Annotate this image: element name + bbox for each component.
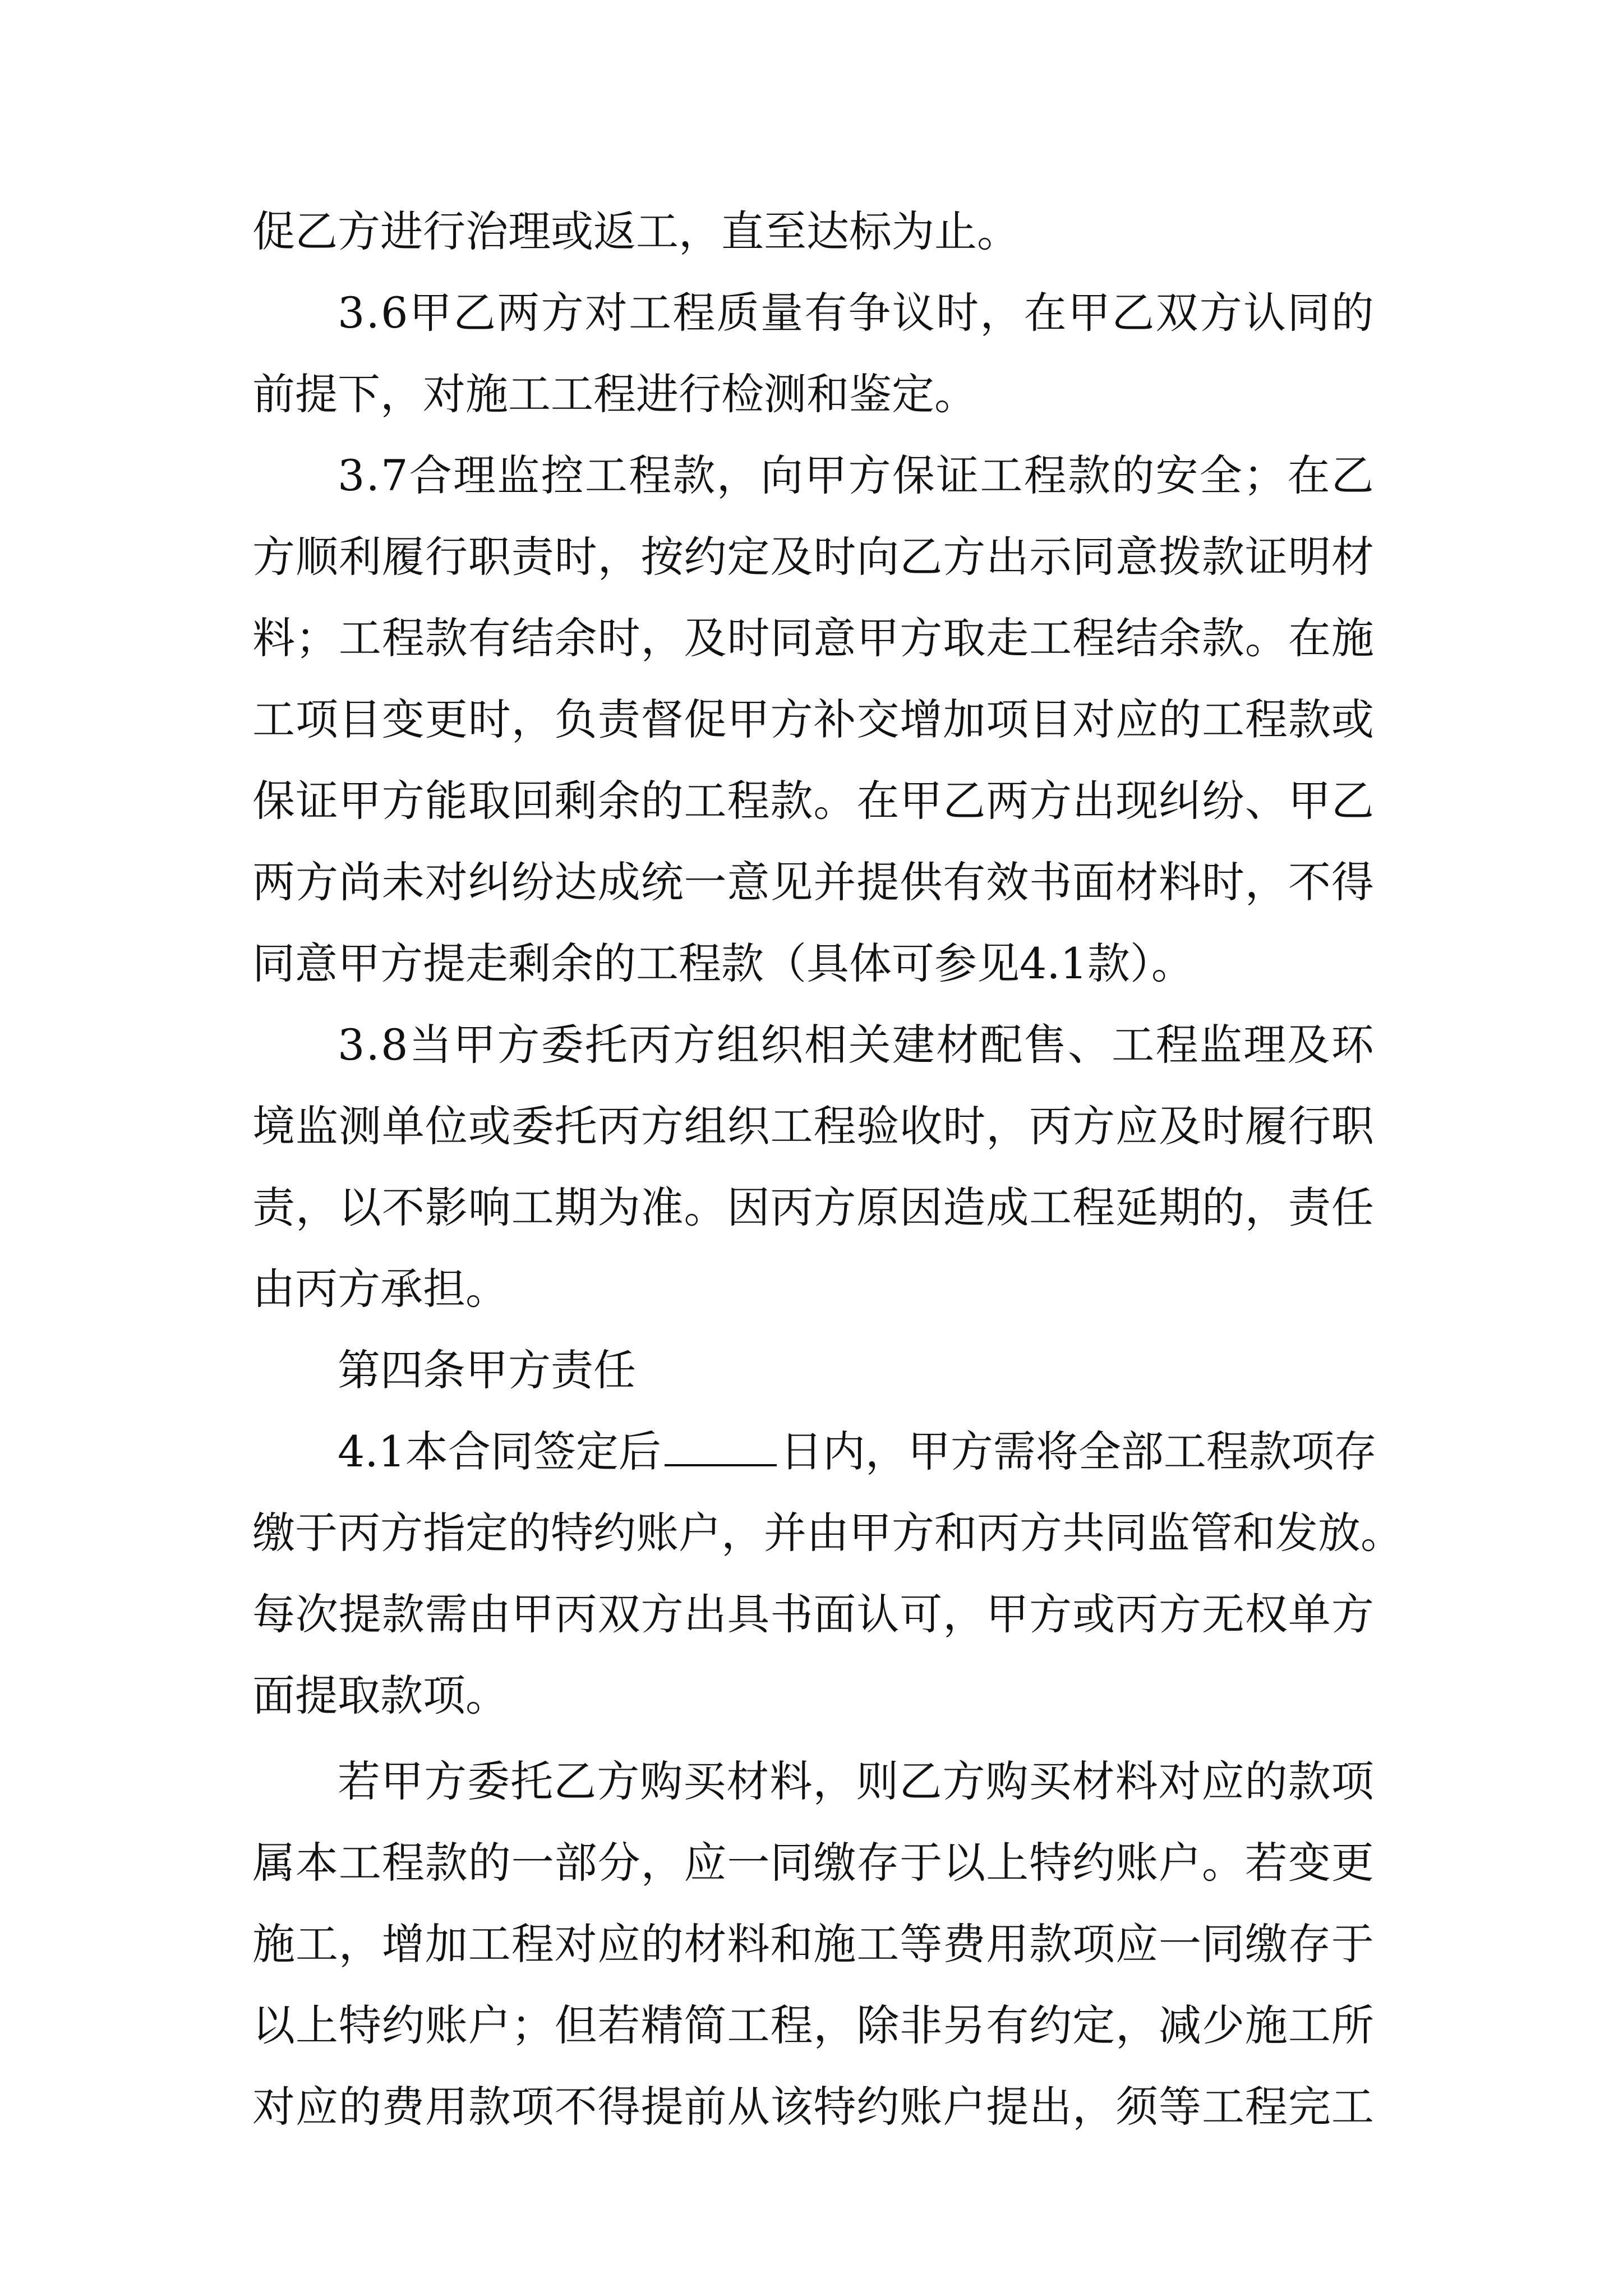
- paragraph-line: [252, 1985, 1374, 2066]
- text-line-start: [338, 1411, 1377, 1492]
- paragraph-line: [252, 760, 1374, 841]
- text-line: 以 上 特 约 账 户 ； 但 若 精 简 工 程 ， 除 非 另 有 约 定 ， 减 少 施 工 所: [252, 2000, 1374, 2050]
- paragraph-line: [252, 1085, 1374, 1167]
- paragraph-line: [252, 1655, 1374, 1736]
- text-line: 面提取款项。: [252, 1671, 508, 1720]
- text-line: 前提下，对施工工程进行检测和鉴定。: [252, 369, 977, 419]
- paragraph-line: [252, 191, 1374, 272]
- text-line: 境 监 测 单 位 或 委 托 丙 方 组 织 工 程 验 收 时 ， 丙 方 应 及 时 履 行 职: [252, 1101, 1374, 1151]
- paragraph-line: [252, 272, 1374, 353]
- paragraph-line: [252, 923, 1374, 1004]
- text-line: 工 项 目 变 更 时 ， 负 责 督 促 甲 方 补 交 增 加 项 目 对 应 的 工 程 款 或: [252, 694, 1374, 744]
- text-line: 若 甲 方 委 托 乙 方 购 买 材 料 ， 则 乙 方 购 买 材 料 对 应 的 款 项: [338, 1756, 1374, 1806]
- section-heading-text: 第四条甲方责任: [338, 1345, 636, 1395]
- text-line: 3 . 6 甲 乙 两 方 对 工 程 质 量 有 争 议 时 ， 在 甲 乙 双 方 认 同 的: [338, 288, 1374, 338]
- section-heading: [252, 1329, 1374, 1411]
- text-line: 保 证 甲 方 能 取 回 剩 余 的 工 程 款 。 在 甲 乙 两 方 出 现 纠 纷 、 甲 乙: [252, 776, 1374, 826]
- text-line: 由丙方承担。: [252, 1264, 508, 1314]
- text-line: 促乙方进行治理或返工，直至达标为止。: [252, 206, 1020, 256]
- paragraph-line: [252, 1248, 1374, 1329]
- text-line: 责 ， 以 不 影 响 工 期 为 准 。 因 丙 方 原 因 造 成 工 程 延 期 的 ， 责 任: [252, 1182, 1374, 1232]
- paragraph-line: [252, 1004, 1374, 1085]
- paragraph-line: [252, 1573, 1374, 1655]
- paragraph-line: [252, 516, 1374, 597]
- paragraph-line: [252, 679, 1374, 760]
- blank-underline: [665, 1415, 777, 1466]
- text-line: 3 . 8 当 甲 方 委 托 丙 方 组 织 相 关 建 材 配 售 、 工 程 监 理 及 环: [338, 1020, 1374, 1070]
- text-line: 施 工 ， 增 加 工 程 对 应 的 材 料 和 施 工 等 费 用 款 项 应 一 同 缴 存 于: [252, 1919, 1374, 1969]
- paragraph-line: [252, 1822, 1374, 1903]
- text-line: 缴 于 丙 方 指 定 的 特 约 账 户 ， 并 由 甲 方 和 丙 方 共 同 监 管 和 发 放 。: [252, 1508, 1403, 1558]
- paragraph-line: [252, 435, 1374, 516]
- text-line: 同意甲方提走剩余的工程款（具体可参见4.1款）。: [252, 938, 1194, 988]
- text-line: 料 ； 工 程 款 有 结 余 时 ， 及 时 同 意 甲 方 取 走 工 程 结 余 款 。 在 施: [252, 613, 1374, 663]
- text-line: 3 . 7 合 理 监 控 工 程 款 ， 向 甲 方 保 证 工 程 款 的 安 全 ； 在 乙: [338, 450, 1374, 500]
- text-segment: 日内，甲方需将全部工程款项存: [780, 1427, 1377, 1476]
- text-line: 两 方 尚 未 对 纠 纷 达 成 统 一 意 见 并 提 供 有 效 书 面 材 料 时 ， 不 得: [252, 857, 1374, 907]
- paragraph-line: [252, 2066, 1374, 2147]
- paragraph-line: [252, 1411, 1377, 1492]
- paragraph-line: [252, 1492, 1403, 1573]
- text-line: 方 顺 利 履 行 职 责 时 ， 按 约 定 及 时 向 乙 方 出 示 同 意 拨 款 证 明 材: [252, 532, 1374, 582]
- text-segment: 4.1本合同签定后: [338, 1427, 661, 1476]
- text-line: 属 本 工 程 款 的 一 部 分 ， 应 一 同 缴 存 于 以 上 特 约 账 户 。 若 变 更: [252, 1838, 1374, 1888]
- paragraph-line: [252, 597, 1374, 679]
- paragraph-line: [252, 353, 1374, 435]
- paragraph-line: [252, 1741, 1374, 1822]
- text-line: 每 次 提 款 需 由 甲 丙 双 方 出 具 书 面 认 可 ， 甲 方 或 丙 方 无 权 单 方: [252, 1589, 1374, 1639]
- document-page: [252, 191, 1403, 2147]
- text-line: 对 应 的 费 用 款 项 不 得 提 前 从 该 特 约 账 户 提 出 ， 须 等 工 程 完 工: [252, 2082, 1374, 2132]
- paragraph-line: [252, 1903, 1374, 1985]
- paragraph-line: [252, 841, 1374, 923]
- paragraph-line: [252, 1167, 1374, 1248]
